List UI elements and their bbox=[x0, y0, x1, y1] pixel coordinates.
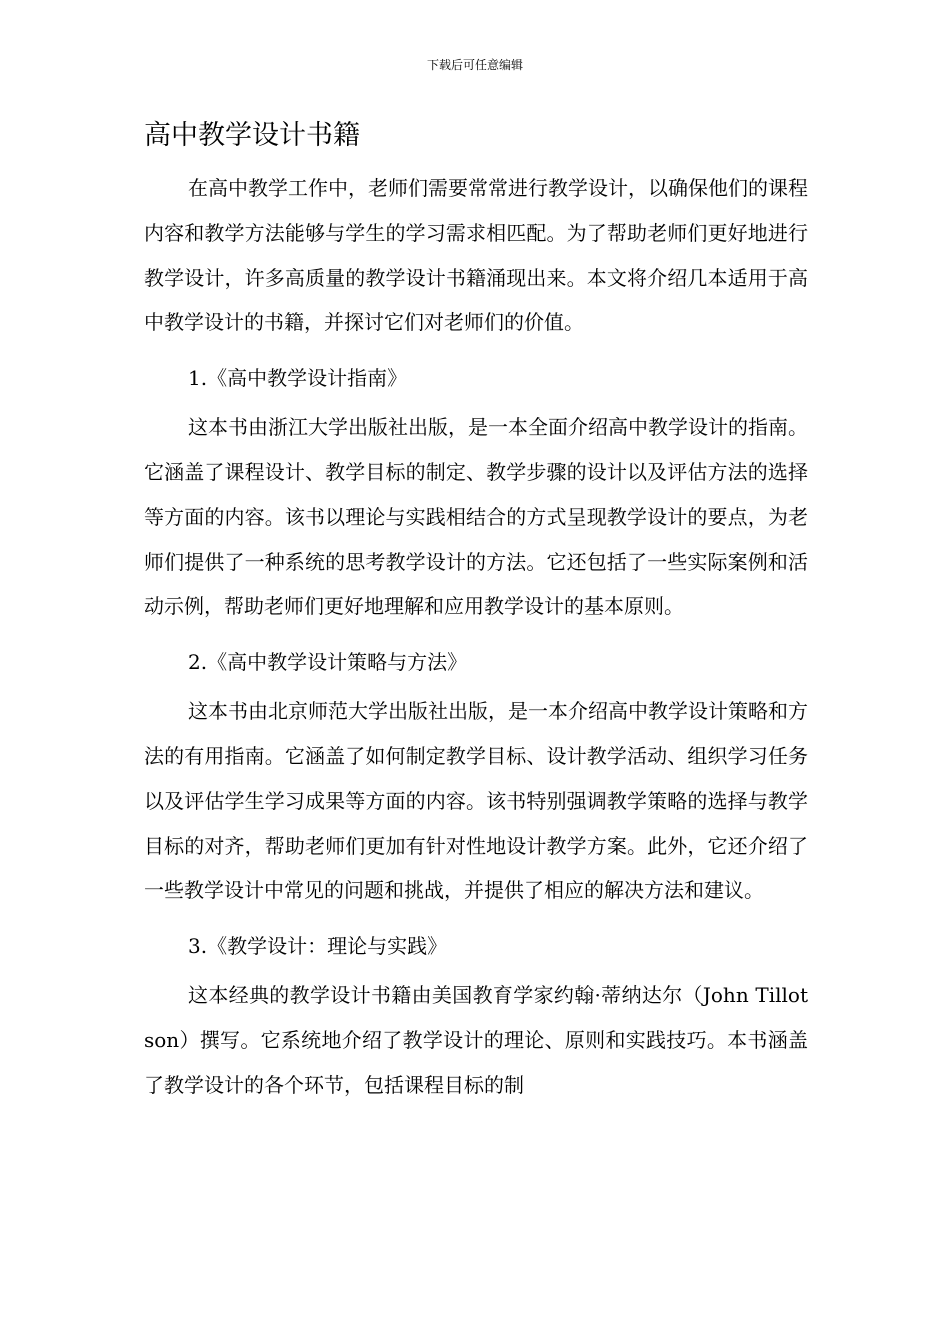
header-note: 下载后可任意编辑 bbox=[426, 58, 523, 72]
document-body bbox=[144, 166, 808, 1108]
book-3-description: 这本经典的教学设计书籍由美国教育学家约翰·蒂纳达尔（John Tillotson）撰写。它系统地介绍了教学设计的理论、原则和实践技巧。本书涵盖了教学设计的各个环节，包括课程目标的制 bbox=[144, 983, 808, 1097]
book-1-heading: 1.《高中教学设计指南》 bbox=[188, 366, 408, 391]
book-2-description: 这本书由北京师范大学出版社出版，是一本介绍高中教学设计策略和方法的有用指南。它涵盖了如何制定教学目标、设计教学活动、组织学习任务以及评估学生学习成果等方面的内容。该书特别强调教学策略的选择与教学目标的对齐，帮助老师们更加有针对性地设计教学方案。此外，它还介绍了一些教学设计中常见的问题和挑战，并提供了相应的解决方法和建议。 bbox=[144, 699, 808, 903]
book-1-description: 这本书由浙江大学出版社出版，是一本全面介绍高中教学设计的指南。它涵盖了课程设计、教学目标的制定、教学步骤的设计以及评估方法的选择等方面的内容。该书以理论与实践相结合的方式呈现教学设计的要点，为老师们提供了一种系统的思考教学设计的方法。它还包括了一些实际案例和活动示例，帮助老师们更好地理解和应用教学设计的基本原则。 bbox=[144, 415, 808, 619]
document-title: 高中教学设计书籍 bbox=[144, 120, 360, 151]
book-2-heading: 2.《高中教学设计策略与方法》 bbox=[188, 650, 468, 675]
intro-paragraph: 在高中教学工作中，老师们需要常常进行教学设计，以确保他们的课程内容和教学方法能够与学生的学习需求相匹配。为了帮助老师们更好地进行教学设计，许多高质量的教学设计书籍涌现出来。本文将介绍几本适用于高中教学设计的书籍，并探讨它们对老师们的价值。 bbox=[144, 176, 808, 335]
book-3-heading: 3.《教学设计：理论与实践》 bbox=[188, 934, 448, 959]
